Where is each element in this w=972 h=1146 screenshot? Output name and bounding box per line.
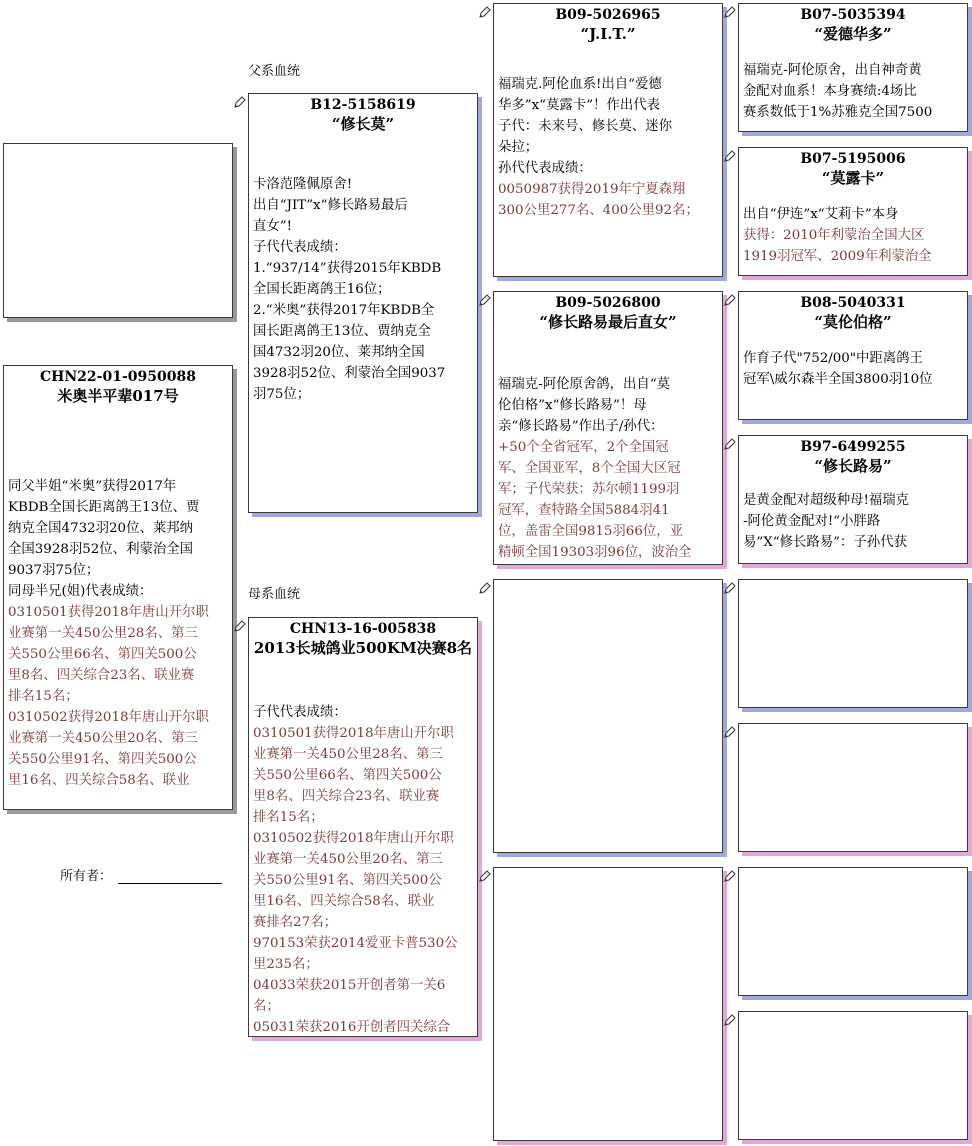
subject-box [3, 365, 233, 810]
edit-icon[interactable] [723, 5, 737, 19]
edit-icon[interactable] [723, 581, 737, 595]
great-grandparent-box-4 [738, 435, 968, 564]
ggp3-name: “莫伦伯格” [814, 313, 892, 331]
edit-icon[interactable] [723, 149, 737, 163]
dam-description: 子代代表成绩： 0310501获得2018年唐山开尔职 业赛第一关450公里28名、第三 关550公里66名、第四关500公 里8名、四关综合23名、联业赛 排名15名； 0310502获得2018年唐山开尔职 业赛第一关450公里20名、第三 关550公里91名、第四关500公 里16名、四关综合58名、联业 赛排名27名； 970153荣获2014爱亚卡普530公 里235名； 04033荣获2015开创者第一关6 名； 05031荣获2016开创者四关综合 [253, 705, 458, 1035]
sire-box [248, 93, 478, 513]
edit-icon[interactable] [478, 5, 492, 19]
ggp2-ring: B07-5195006 [800, 151, 906, 167]
sire-name: “修长莫” [331, 115, 395, 133]
subject-ring-number: CHN22-01-0950088 [40, 369, 196, 385]
dam-line-label: 母系血统 [248, 587, 301, 602]
sire-line-label: 父系血统 [248, 64, 301, 79]
edit-icon[interactable] [723, 437, 737, 451]
edit-icon[interactable] [723, 1013, 737, 1027]
ggp1-name: “爱德华多” [814, 25, 892, 43]
great-grandparent-box-7 [738, 867, 968, 996]
dam-ring-number: CHN13-16-005838 [289, 621, 437, 637]
ggp1-description: 福瑞克-阿伦原舍，出自神奇黄 金配对血系！本身赛绩:4场比 赛系数低于1%苏雅克全国7500 [743, 63, 933, 120]
edit-icon[interactable] [478, 293, 492, 307]
ggp2-name: “莫露卡” [821, 169, 885, 187]
owner-label: 所有者： [60, 865, 222, 884]
paternal-grandsire-box [493, 3, 723, 277]
edit-icon[interactable] [478, 869, 492, 883]
edit-icon[interactable] [233, 619, 247, 633]
great-grandparent-box-1 [738, 3, 968, 132]
ggp4-ring: B97-6499255 [800, 439, 906, 455]
maternal-granddam-box [493, 867, 723, 1141]
ggp4-description: 是黄金配对超级种母!福瑞克 -阿伦黄金配对!“小胖路 易”X“修长路易”：子孙代获 [743, 493, 910, 550]
ggp4-name: “修长路易” [814, 457, 892, 475]
dam-box [248, 617, 478, 1037]
great-grandparent-box-8 [738, 1011, 968, 1140]
paternal-granddam-description: 福瑞克-阿伦原舍鸽，出自“莫 伦伯格”x“修长路易”！母 亲“修长路易”作出子/孙代： +50个全省冠军，2个全国冠 军、全国亚军，8个全国大区冠 军；子代荣获：苏尔顿1199羽 冠军，查特路全国5884羽41 位，盖雷全国9815羽66位，亚 精顿全国19303羽96位，波治全 [498, 377, 692, 560]
paternal-grandsire-ring: B09-5026965 [555, 7, 661, 23]
ggp3-ring: B08-5040331 [800, 295, 906, 311]
edit-icon[interactable] [233, 95, 247, 109]
owner-signature-line[interactable] [118, 871, 222, 884]
ggp2-description: 出自“伊连”x“艾莉卡”本身 获得：2010年利蒙治全国大区 1919羽冠军、2009年利蒙治全 [743, 207, 932, 264]
edit-icon[interactable] [723, 869, 737, 883]
subject-description: 同父半姐“米奥”获得2017年 KBDB全国长距离鸽王13位、贾 纳克全国4732羽20位、莱邦纳 全国3928羽52位、利蒙治全国 9037羽75位； 同母半兄(姐)代表成绩： 0310501获得2018年唐山开尔职 业赛第一关450公里28名、第三 关550公里66名、第四关500公 里8名、四关综合23名、联业赛 排名15名； 0310502获得2018年唐山开尔职 业赛第一关450公里20名、第三 关550公里91名、第四关500公 里16名、四关综合58名、联业 [8, 479, 209, 788]
great-grandparent-box-3 [738, 291, 968, 420]
edit-icon[interactable] [478, 581, 492, 595]
great-grandparent-box-5 [738, 579, 968, 708]
paternal-granddam-ring: B09-5026800 [555, 295, 661, 311]
paternal-granddam-box [493, 291, 723, 565]
paternal-grandsire-description: 福瑞克.阿伦血系!出自“爱德 华多”x“莫露卡”！作出代表 子代：未来号、修长莫、迷你 朵拉； 孙代代表成绩： 0050987获得2019年宁夏森翔 300公里277名、400公里92名； [498, 77, 699, 218]
paternal-grandsire-name: “J.I.T.” [580, 25, 636, 43]
dam-name: 2013长城鸽业500KM决赛8名 [253, 639, 473, 657]
ggp3-description: 作育子代"752/00"中距离鸽王 冠军\威尔森半全国3800羽10位 [743, 351, 933, 387]
photo-frame [3, 143, 233, 318]
paternal-granddam-name: “修长路易最后直女” [539, 313, 677, 331]
great-grandparent-box-2 [738, 147, 968, 276]
ggp1-ring: B07-5035394 [800, 7, 906, 23]
subject-name: 米奥半平辈017号 [57, 387, 179, 405]
sire-ring-number: B12-5158619 [310, 97, 416, 113]
sire-description: 卡洛范隆佩原舍! 出自“JIT”x“修长路易最后 直女”! 子代代表成绩： 1.“937/14”获得2015年KBDB 全国长距离鸽王16位； 2.“米奥”获得2017年KBDB全 国长距离鸽王13位、贾纳克全 国4732羽20位、莱邦纳全国 3928羽52位、利蒙治全国9037 羽75位； [253, 177, 446, 402]
maternal-grandsire-box [493, 579, 723, 853]
edit-icon[interactable] [723, 725, 737, 739]
great-grandparent-box-6 [738, 723, 968, 852]
edit-icon[interactable] [723, 293, 737, 307]
